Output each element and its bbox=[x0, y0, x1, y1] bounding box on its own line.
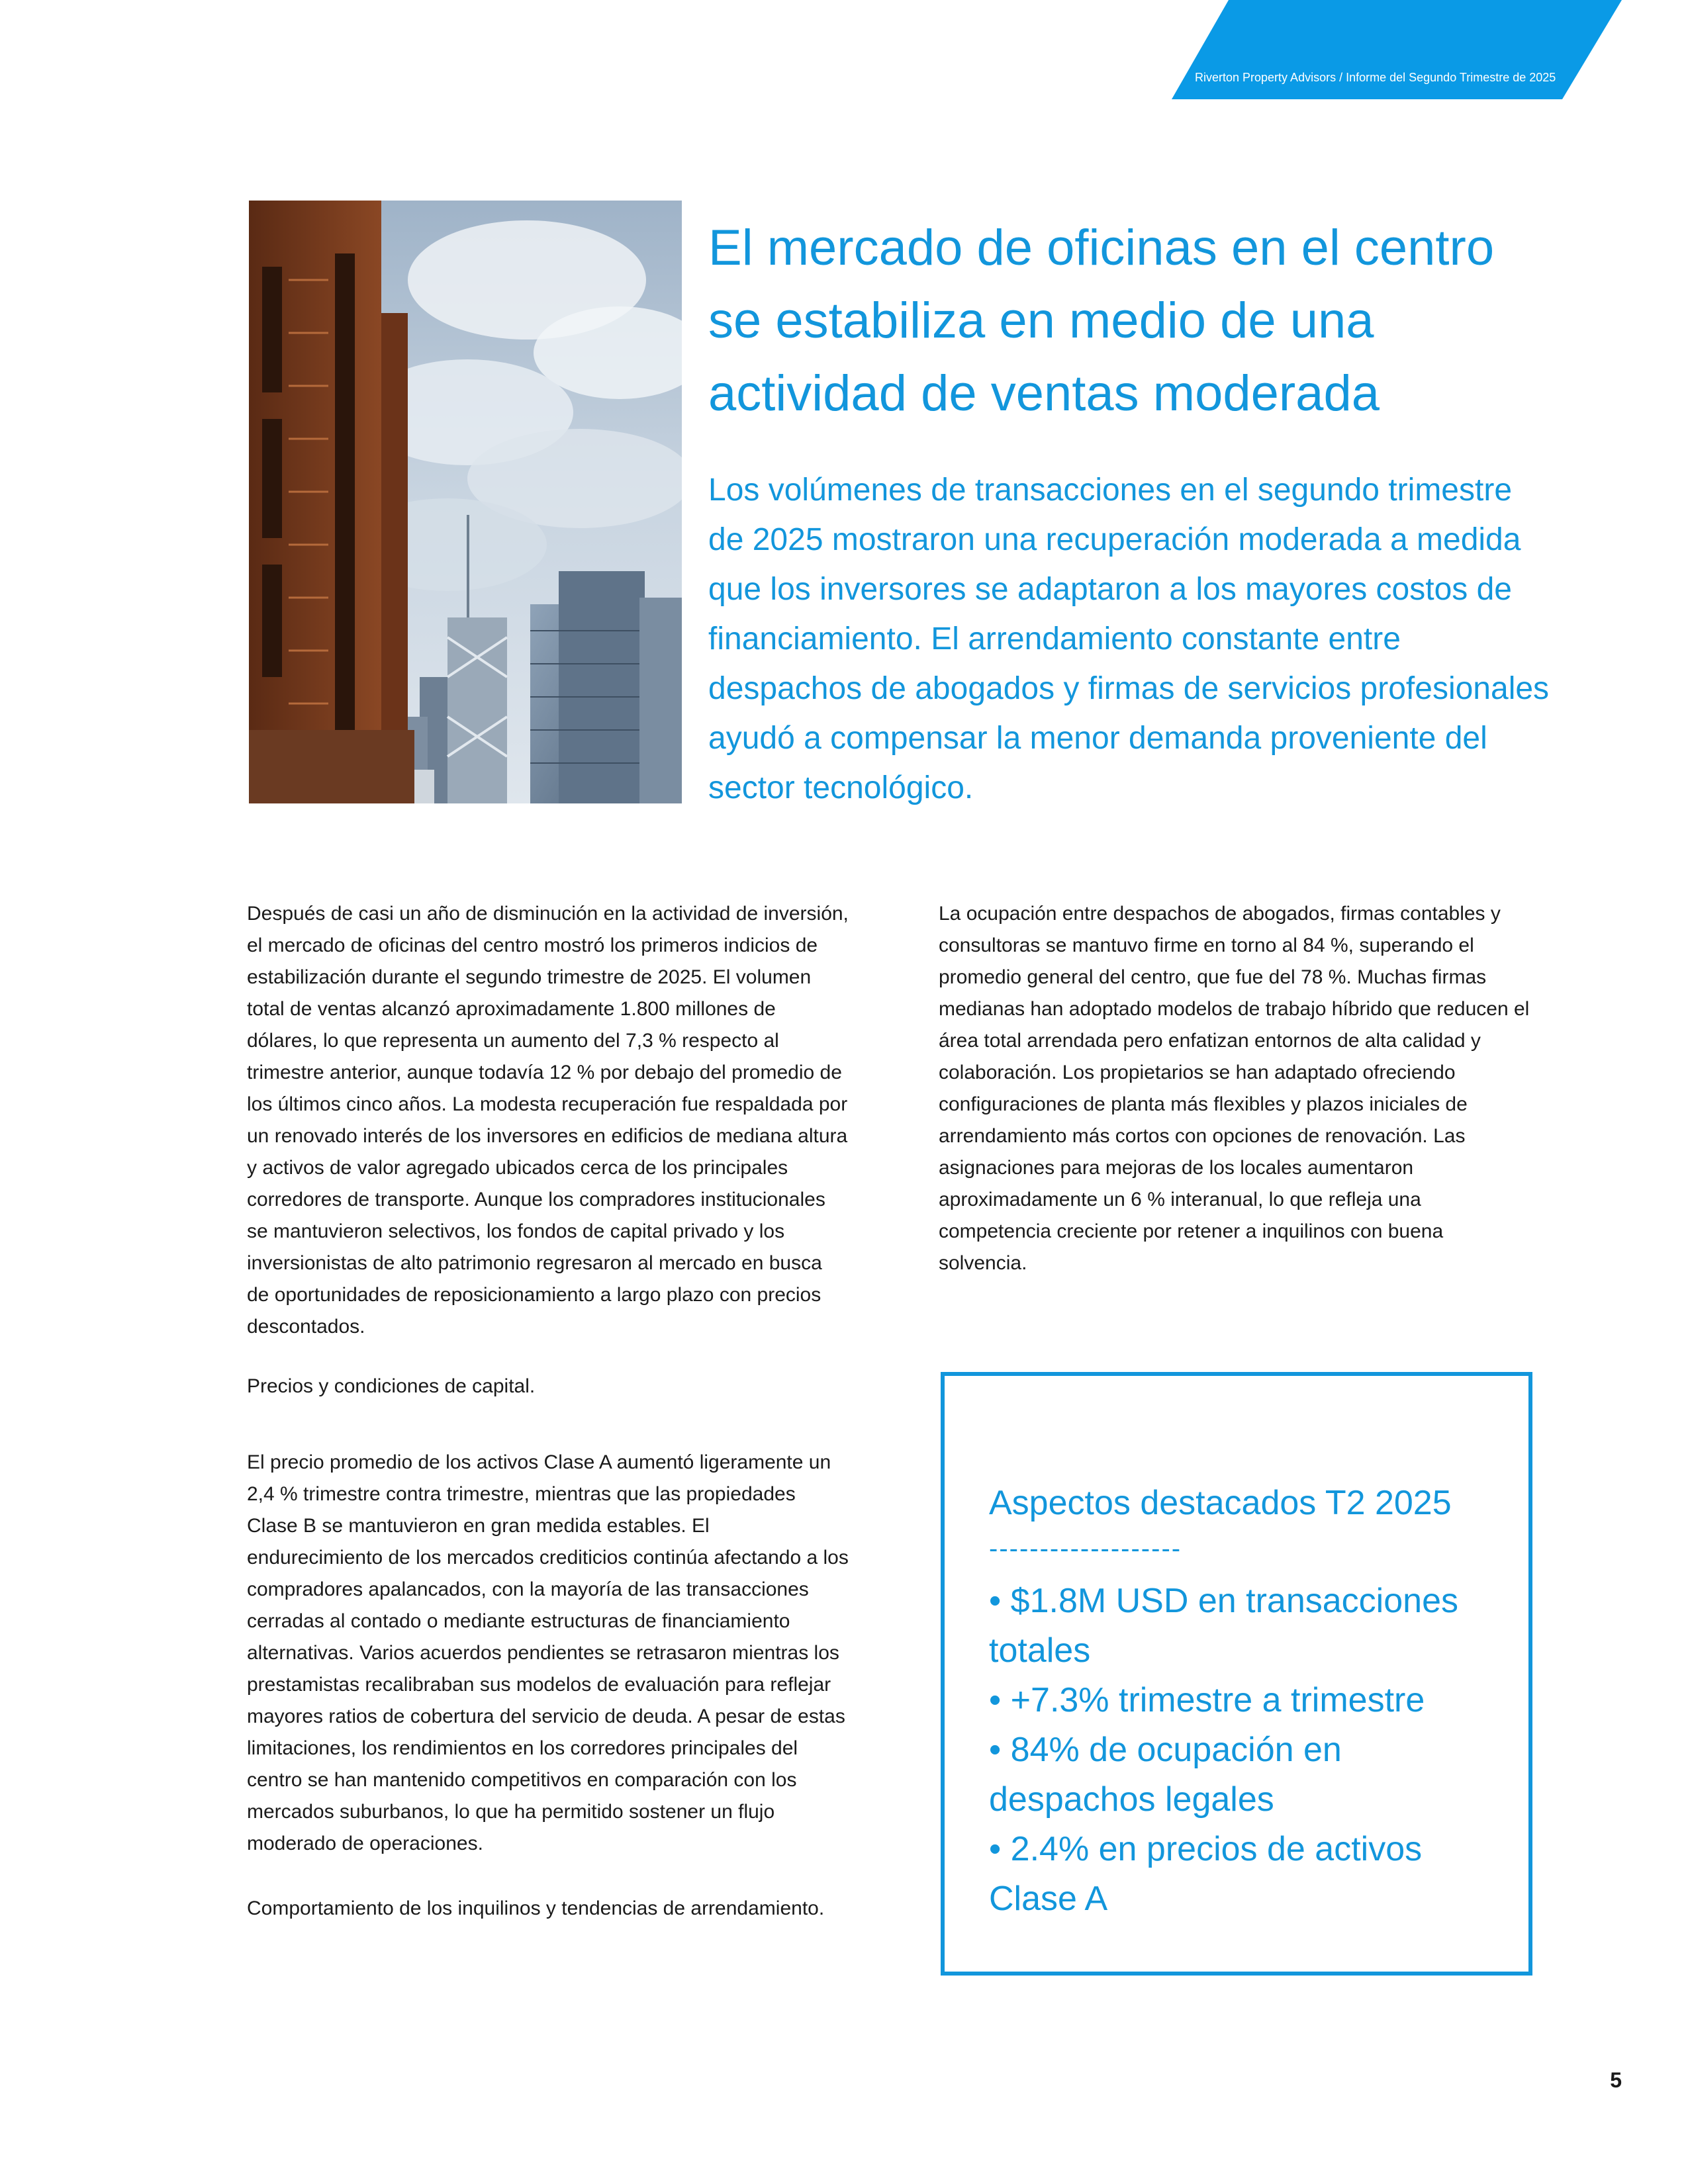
left-paragraph-2: El precio promedio de los activos Clase A aumentó ligeramente un 2,4 % trimestre contra trimestre, mientras que las propiedades Clase B se mantuvieron en gran medida estables. El endurecimiento de los mercados crediticios continúa afectando a los compradores apalancados, con la mayoría de las transacciones cerradas al contado o mediante estructuras de financiamiento alternativas. Varios acuerdos pendientes se retrasaron mientras los prestamistas recalibraban sus modelos de evaluación para reflejar mayores ratios de cobertura del servicio de deuda. A pesar de estas limitaciones, los rendimientos en los corredores principales del centro se han mantenido competitivos en comparación con los mercados suburbanos, lo que ha permitido sostener un flujo moderado de operaciones. bbox=[247, 1451, 849, 1854]
page-number: 5 bbox=[1610, 2068, 1622, 2092]
left-paragraph-1: Después de casi un año de disminución en la actividad de inversión, el mercado de oficinas del centro mostró los primeros indicios de estabilización durante el segundo trimestre de 2025. El volumen total de ventas alcanzó aproximadamente 1.800 millones de dólares, lo que representa un aumento del 7,3 % respecto al trimestre anterior, aunque todavía 12 % por debajo del promedio de los últimos cinco años. La modesta recuperación fue respaldada por un renovado interés de los inversores en edificios de mediana altura y activos de valor agregado ubicados cerca de los principales corredores de transporte. Aunque los compradores institucionales se mantuvieron selectivos, los fondos de capital privado y los inversionistas de alto patrimonio regresaron al mercado en busca de oportunidades de reposicionamiento a largo plazo con precios descontados. bbox=[247, 903, 849, 1338]
article-lead: Los volúmenes de transacciones en el segundo trimestre de 2025 mostraron una recuperación moderada a medida que los inversores se adaptaron a los mayores costos de financiamiento. El arrendamiento constante entre despachos de abogados y firmas de servicios profesionales ayudó a compensar la menor demanda proveniente del sector tecnológico. bbox=[708, 473, 1550, 805]
highlights-list bbox=[989, 1576, 1505, 1924]
hero-photo-buildings bbox=[249, 201, 682, 803]
article-title: El mercado de oficinas en el centro se estabiliza en medio de una actividad de ventas moderada bbox=[708, 220, 1495, 422]
section-heading-capital: Precios y condiciones de capital. bbox=[247, 1375, 536, 1397]
highlight-item: • 84% de ocupación en despachos legales bbox=[989, 1731, 1342, 1819]
highlight-item: • 2.4% en precios de activos Clase A bbox=[989, 1830, 1423, 1918]
running-head: Riverton Property Advisors / Informe del Segundo Trimestre de 2025 bbox=[1195, 71, 1556, 84]
right-paragraph-1: La ocupación entre despachos de abogados, firmas contables y consultoras se mantuvo firme en torno al 84 %, superando el promedio general del centro, que fue del 78 %. Muchas firmas medianas han adoptado modelos de trabajo híbrido que reducen el área total arrendada pero enfatizan entornos de alta calidad y colaboración. Los propietarios se han adaptado ofreciendo configuraciones de planta más flexibles y plazos iniciales de arrendamiento más cortos con opciones de renovación. Las asignaciones para mejoras de los locales aumentaron aproximadamente un 6 % interanual, lo que refleja una competencia creciente por retener a inquilinos con buena solvencia. bbox=[939, 903, 1530, 1274]
highlight-item: • $1.8M USD en transacciones totales bbox=[989, 1582, 1458, 1670]
highlights-separator: ------------------- bbox=[989, 1534, 1182, 1563]
highlight-item: • +7.3% trimestre a trimestre bbox=[989, 1681, 1425, 1719]
section-heading-tenants: Comportamiento de los inquilinos y tendencias de arrendamiento. bbox=[247, 1897, 825, 1919]
highlights-title: Aspectos destacados T2 2025 bbox=[989, 1484, 1452, 1522]
